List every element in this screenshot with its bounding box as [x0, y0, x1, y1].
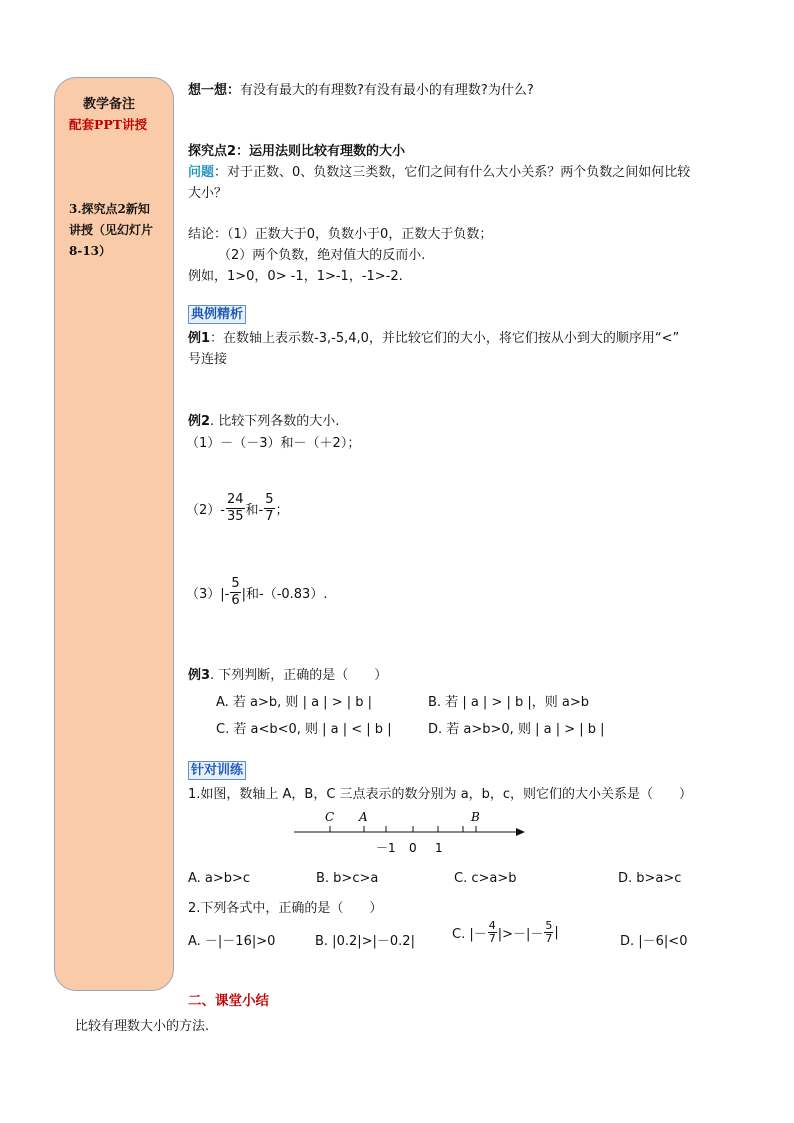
fraction-numerator: 5 — [545, 919, 553, 932]
ex2-q3-suffix: |和-（-0.83）. — [241, 587, 328, 602]
q2c-mid: |>－|－ — [497, 927, 544, 942]
problem-line-1 — [188, 161, 690, 180]
ex2-label: 例2 — [188, 414, 211, 429]
typical-tag-label: 典例精析 — [188, 305, 246, 324]
conclusion-1: 结论：（1）正数大于0，负数小于0，正数大于负数； — [188, 227, 493, 242]
ex3-option-b: B. 若 | a | > | b |，则 a>b — [428, 695, 589, 710]
q2c-prefix: C. |－ — [452, 927, 487, 942]
fraction-24-35 — [226, 492, 245, 525]
problem-label: 问题 — [188, 165, 215, 180]
point-label-c: C — [325, 810, 335, 824]
summary-text: 比较有理数大小的方法. — [75, 1019, 210, 1034]
fraction-denominator: 7 — [488, 932, 496, 945]
tick-label-zero: 0 — [409, 841, 417, 855]
training-tag-label: 针对训练 — [188, 761, 246, 780]
fraction-numerator: 4 — [488, 919, 496, 932]
ex2-q2-mid: 和- — [245, 503, 264, 518]
fraction-5-7 — [264, 492, 274, 525]
fraction-4-7 — [488, 920, 497, 945]
ex3-option-d: D. 若 a>b>0, 则 | a | > | b | — [428, 722, 605, 737]
ex2-q3 — [186, 576, 327, 609]
fraction-numerator: 24 — [226, 492, 244, 507]
ex1-line-2: 号连接 — [188, 352, 228, 367]
ex2-q3-prefix: （3）|- — [186, 587, 230, 602]
fraction-numerator: 5 — [265, 492, 274, 507]
sidebar-title: 教学备注 — [83, 97, 136, 112]
ex2-q2-prefix: （2）- — [186, 503, 225, 518]
ex3-label: 例3 — [188, 668, 211, 683]
sidebar-subtitle: 配套PPT讲授 — [69, 117, 148, 132]
training-q1-option-c: C. c>a>b — [454, 871, 517, 886]
ex2-line — [188, 410, 339, 429]
ex3-text: . 下列判断，正确的是（ ） — [210, 668, 388, 683]
ex3-line — [188, 664, 387, 683]
think-line — [188, 79, 534, 98]
training-q2-option-c — [452, 920, 559, 945]
conclusion-2: （2）两个负数，绝对值大的反而小. — [218, 248, 426, 263]
training-q2-option-a: A. －|－16|>0 — [188, 934, 276, 949]
point-label-a: A — [359, 810, 368, 824]
think-text: 有没有最大的有理数?有没有最小的有理数?为什么? — [240, 83, 534, 98]
ex3-option-a: A. 若 a>b, 则 | a | > | b | — [216, 695, 372, 710]
number-line-arrow — [516, 828, 525, 836]
ex1-text-1: ：在数轴上表示数-3,-5,4,0，并比较它们的大小，将它们按从小到大的顺序用“<” — [210, 331, 680, 346]
training-q1-option-a: A. a>b>c — [188, 871, 251, 886]
think-label: 想一想： — [188, 83, 241, 98]
typical-tag — [188, 305, 246, 324]
point-label-b: B — [471, 810, 480, 824]
problem-text-1: ：对于正数、0、负数这三类数，它们之间有什么大小关系？两个负数之间如何比较 — [214, 165, 691, 180]
ex3-option-c: C. 若 a<b<0, 则 | a | < | b | — [216, 722, 392, 737]
training-q2: 2.下列各式中，正确的是（ ） — [188, 901, 383, 916]
q2c-suffix: | — [554, 925, 559, 940]
training-q1-option-d: D. b>a>c — [618, 871, 682, 886]
ex2-q2-suffix: ； — [275, 503, 289, 518]
fraction-denominator: 6 — [231, 593, 240, 608]
tick-label-neg1: －1 — [376, 841, 396, 855]
ex2-q1: （1）－（－3）和－（＋2）； — [186, 436, 361, 451]
problem-line-2: 大小？ — [188, 186, 228, 201]
fraction-5-7 — [544, 920, 553, 945]
ex1-label: 例1 — [188, 331, 211, 346]
fraction-denominator: 7 — [545, 932, 553, 945]
training-tag — [188, 761, 246, 780]
explore-title: 探究点2：运用法则比较有理数的大小 — [188, 144, 406, 159]
training-q1-option-b: B. b>c>a — [316, 871, 379, 886]
ex2-q2 — [186, 492, 289, 525]
fraction-numerator: 5 — [231, 576, 240, 591]
fraction-denominator: 35 — [226, 509, 244, 524]
fraction-5-6 — [230, 576, 240, 609]
number-line-diagram — [280, 806, 540, 858]
training-q2-option-b: B. |0.2|>|－0.2| — [315, 934, 415, 949]
ex1-line-1 — [188, 327, 679, 346]
tick-label-one: 1 — [435, 841, 443, 855]
example-line: 例如，1>0，0> -1，1>-1，-1>-2. — [188, 269, 403, 284]
teaching-notes-sidebar — [54, 77, 174, 991]
training-q1: 1.如图，数轴上 A，B，C 三点表示的数分别为 a，b，c，则它们的大小关系是（ ） — [188, 787, 693, 802]
summary-title: 二、课堂小结 — [188, 993, 269, 1009]
fraction-denominator: 7 — [265, 509, 274, 524]
sidebar-note: 3.探究点2新知讲授（见幻灯片8-13） — [69, 202, 154, 258]
training-q2-option-d: D. |－6|<0 — [620, 934, 688, 949]
ex2-text: . 比较下列各数的大小. — [210, 414, 340, 429]
